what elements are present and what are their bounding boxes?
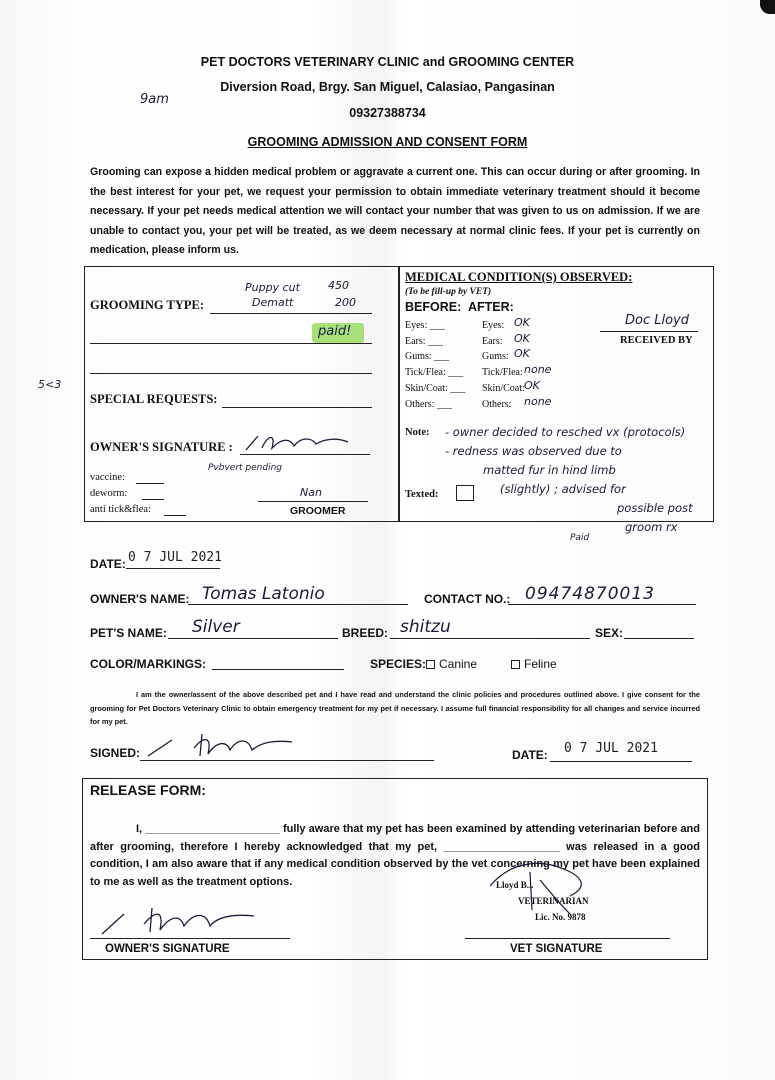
- note-text: [445, 423, 693, 537]
- before-eyes: Eyes: ___: [405, 320, 445, 331]
- pet-name-label: PET'S NAME:: [90, 626, 167, 640]
- vet-stamp-title: VETERINARIAN: [518, 896, 589, 906]
- note-line-5: possible post: [617, 501, 693, 515]
- release-owner-sig-label: OWNER'S SIGNATURE: [105, 943, 230, 955]
- clinic-address: Diversion Road, Brgy. San Miguel, Calasiao, Pangasinan: [220, 80, 555, 94]
- canine-checkbox[interactable]: [426, 660, 435, 669]
- grooming-type-label: GROOMING TYPE:: [90, 298, 205, 312]
- vet-stamp-lic: Lic. No. 9878: [535, 912, 586, 922]
- before-others: Others: ___: [405, 398, 452, 410]
- date-line[interactable]: [126, 568, 220, 569]
- color-label: COLOR/MARKINGS:: [90, 657, 206, 671]
- paid-note: paid!: [318, 324, 352, 339]
- release-vet-sig-label: VET SIGNATURE: [510, 943, 603, 955]
- medical-subtitle: (To be fill-up by VET): [405, 287, 492, 297]
- before-list: [405, 318, 465, 412]
- breed-label: BREED:: [342, 626, 389, 640]
- after-eyes: Eyes:: [482, 320, 505, 331]
- before-tick: Tick/Flea: ___: [405, 367, 464, 379]
- antitick-line[interactable]: [164, 515, 186, 516]
- date-label: DATE:: [90, 557, 126, 571]
- sex-label: SEX:: [595, 626, 624, 640]
- date-value: 0 7 JUL 2021: [128, 550, 222, 565]
- owner-signature-scribble: [242, 430, 352, 454]
- contact-label: CONTACT NO.:: [424, 592, 511, 606]
- grooming-line-3[interactable]: [90, 373, 372, 374]
- deworm-line[interactable]: [142, 499, 164, 500]
- owner-signature-release-line[interactable]: [90, 938, 290, 939]
- after-label: AFTER:: [468, 300, 514, 314]
- signed-date-value: 0 7 JUL 2021: [564, 741, 658, 756]
- release-owner-signature: [94, 902, 264, 938]
- intro-paragraph: Grooming can expose a hidden medical problem or aggravate a current one. This can occur during or after grooming. In the best interest for your pet, we request your permission to obtain immediate veterinary treatment should it become necessary. If your pet needs medical attention we will contact your number that was given to us on admission. If we are unable to contact you, your pet will be treated, as we deem necessary at normal clinic fees. If your pet is currently on medication, please inform us.: [90, 166, 700, 257]
- pet-name-value: Silver: [192, 617, 240, 637]
- canine-option[interactable]: [426, 657, 477, 671]
- owner-name-value: Tomas Latonio: [202, 584, 325, 604]
- price-1: 450: [328, 279, 349, 292]
- form-title: GROOMING ADMISSION AND CONSENT FORM: [247, 135, 528, 149]
- feline-checkbox[interactable]: [511, 660, 520, 669]
- note-line-2: - redness was observed due to: [445, 444, 622, 458]
- received-by-label: RECEIVED BY: [620, 335, 693, 346]
- groomer-label: GROOMER: [290, 505, 346, 517]
- feline-option[interactable]: [511, 657, 557, 671]
- after-gums-value: OK: [514, 347, 530, 361]
- after-ears-value: OK: [514, 331, 530, 345]
- species-label: SPECIES:: [370, 657, 427, 671]
- clinic-name: PET DOCTORS VETERINARY CLINIC and GROOMING CENTER: [200, 55, 575, 69]
- signed-signature: [142, 728, 302, 762]
- note-label: Note:: [405, 427, 430, 438]
- special-requests-label: SPECIAL REQUESTS:: [90, 392, 218, 406]
- texted-label: Texted:: [405, 489, 439, 500]
- consent-paragraph: I am the owner/assent of the above described pet and I have read and understand the clinic policies and procedures outlined above. I give consent for the grooming for Pet Doctors Veterinary Clinic to obtain emergency treatment for my pet if necessary. I assume full financial responsibility for all changes and service incurred for my pet.: [90, 690, 700, 726]
- deworm-label: deworm:: [90, 488, 128, 499]
- contact-line[interactable]: [508, 604, 696, 605]
- after-skin-value: OK: [524, 378, 540, 392]
- note-line-1: - owner decided to resched vx (protocols): [445, 425, 686, 439]
- after-skin: Skin/Coat:: [482, 382, 525, 394]
- grooming-type-2: Dematt: [252, 296, 294, 309]
- after-tick: Tick/Flea:: [482, 367, 523, 379]
- owner-name-line[interactable]: [188, 604, 408, 605]
- grooming-type-1: Puppy cut: [245, 281, 300, 294]
- canine-label: Canine: [439, 657, 478, 671]
- signed-date-label: DATE:: [512, 748, 548, 762]
- before-label: BEFORE:: [405, 300, 462, 314]
- breed-value: shitzu: [400, 617, 451, 637]
- signed-label: SIGNED:: [90, 746, 141, 760]
- medical-paid-note: Paid: [570, 533, 590, 543]
- owner-signature-label: OWNER'S SIGNATURE :: [90, 440, 233, 454]
- before-ears: Ears: ___: [405, 335, 444, 347]
- feline-label: Feline: [524, 657, 557, 671]
- groomer-line[interactable]: [258, 501, 368, 502]
- vaccine-note: Pvbvert pending: [208, 463, 283, 473]
- breed-line[interactable]: [390, 638, 590, 639]
- before-gums: Gums: ___: [405, 351, 450, 363]
- after-tick-value: none: [524, 363, 552, 377]
- grooming-line-2[interactable]: [90, 343, 372, 344]
- scan-corner-shadow: [760, 0, 775, 14]
- note-line-6: groom rx: [625, 520, 678, 534]
- release-paragraph: I, ______________________ fully aware that my pet has been examined by attending veterinarian before and after grooming, therefore I hereby acknowledged that my pet, ___________________ was released in a good condition, I am also aware that if any medical condition observed by the vet concerning my pet have been explained to me as well as the treatment options.: [90, 823, 700, 888]
- box-divider: [398, 267, 400, 521]
- vet-signature: [470, 852, 610, 918]
- price-2: 200: [335, 296, 356, 309]
- after-ears: Ears:: [482, 335, 503, 347]
- release-title: RELEASE FORM:: [90, 782, 206, 798]
- after-others-value: none: [524, 394, 552, 408]
- vaccine-label: vaccine:: [90, 472, 125, 483]
- received-by-line[interactable]: [600, 331, 698, 332]
- groomer-name: Nan: [300, 486, 322, 499]
- color-line[interactable]: [212, 669, 344, 670]
- medical-title: MEDICAL CONDITION(S) OBSERVED:: [405, 270, 633, 284]
- after-eyes-value: OK: [514, 316, 530, 329]
- pet-name-line[interactable]: [168, 638, 338, 639]
- signed-date-line[interactable]: [550, 761, 692, 762]
- clinic-phone: 09327388734: [349, 106, 426, 120]
- contact-value: 09474870013: [525, 584, 655, 604]
- note-line-4: (slightly) ; advised for: [500, 482, 626, 496]
- before-skin: Skin/Coat: ___: [405, 382, 466, 394]
- owner-name-label: OWNER'S NAME:: [90, 592, 190, 606]
- handwritten-time: 9am: [140, 92, 169, 107]
- sex-line[interactable]: [624, 638, 694, 639]
- vet-signature-line[interactable]: [465, 938, 670, 939]
- texted-checkbox[interactable]: [456, 485, 474, 501]
- after-gums: Gums:: [482, 351, 509, 363]
- grooming-type-line[interactable]: [210, 313, 372, 314]
- received-by-name: Doc Lloyd: [625, 313, 689, 328]
- after-others: Others:: [482, 398, 512, 410]
- margin-note: 5<3: [38, 378, 62, 391]
- vet-stamp-name: Lloyd B...: [496, 880, 534, 890]
- owner-signature-line[interactable]: [240, 454, 370, 455]
- after-values: [514, 315, 551, 409]
- note-line-3: matted fur in hind limb: [483, 463, 616, 477]
- special-requests-line[interactable]: [222, 407, 372, 408]
- antitick-label: anti tick&flea:: [90, 504, 151, 515]
- vaccine-line[interactable]: [136, 483, 164, 484]
